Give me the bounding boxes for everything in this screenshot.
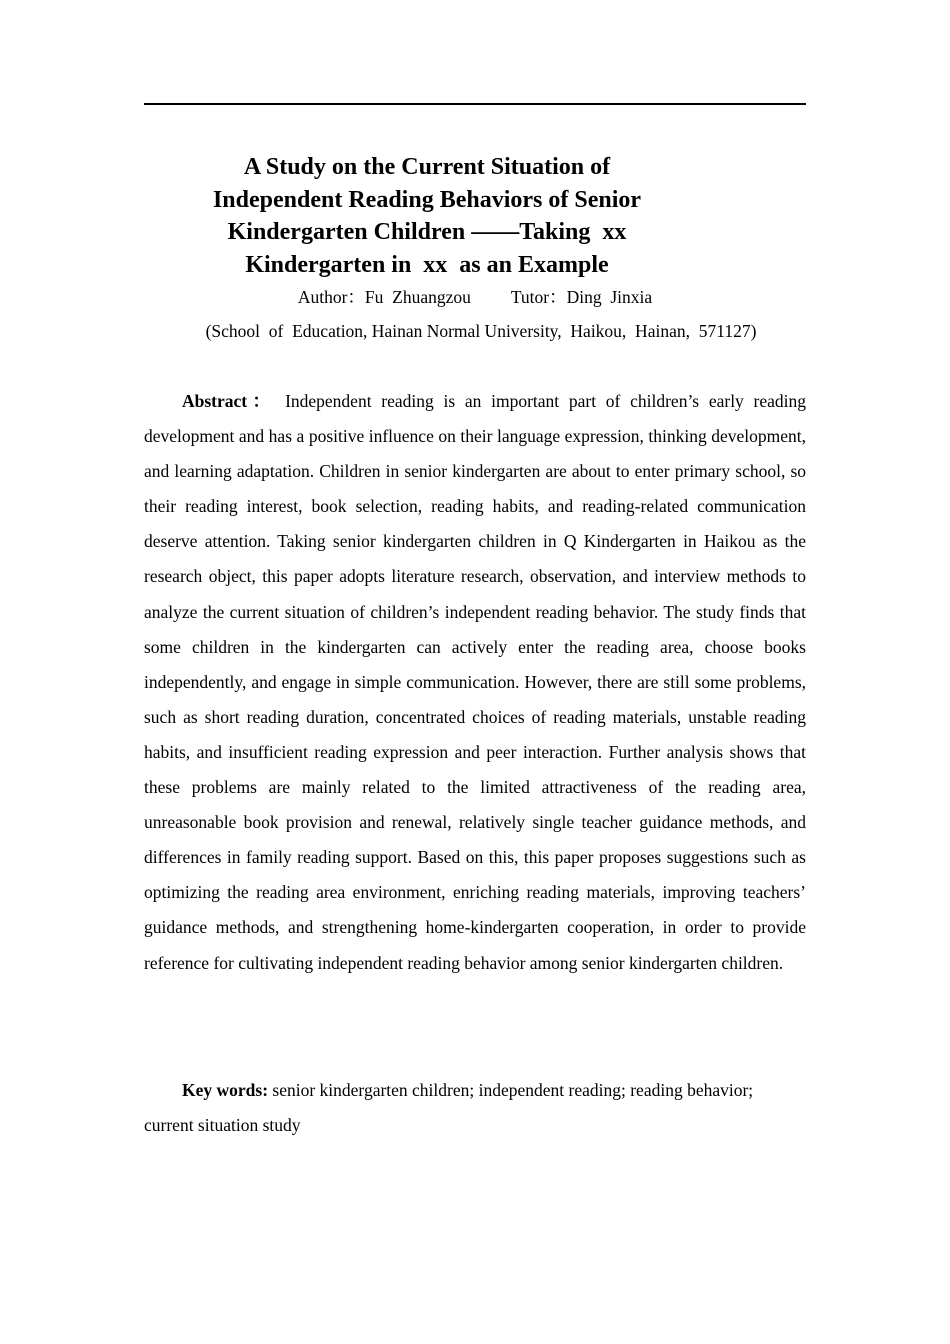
abstract-text: Independent reading is an important part of children’s early reading development and has a positive influence on their language expression, thinking development, and learning adaptation. Children in senior kindergarten are about to enter primary school, so their reading interest, book selection, reading habits, and reading-related communication deserve attention. Taking senior kindergarten children in Q Kindergarten in Haikou as the research object, this paper adopts literature research, observation, and interview methods to analyze the current situation of children’s independent reading behavior. The study finds that some children in the kindergarten can actively enter the reading area, choose books independently, and engage in simple communication. However, there are still some problems, such as short reading duration, concentrated choices of reading materials, unstable reading habits, and insufficient reading expression and peer interaction. Further analysis shows that these problems are mainly related to the limited attractiveness of the reading area, unreasonable book provision and renewal, relatively single teacher guidance methods, and differences in family reading support. Based on this, this paper proposes suggestions such as optimizing the reading area environment, enriching reading materials, improving teachers’ guidance methods, and strengthening home-kindergarten cooperation, in order to provide reference for cultivating independent reading behavior among senior kindergarten children.: [144, 391, 807, 973]
keywords-paragraph: [144, 1073, 764, 1143]
header-rule: [144, 103, 806, 105]
keywords-label: Key words:: [182, 1080, 269, 1100]
author-label: Author：: [297, 287, 365, 307]
paper-title: [144, 151, 710, 281]
tutor-label: Tutor：: [510, 287, 567, 307]
title-line: Kindergarten in xx as an Example: [245, 251, 609, 278]
keywords-text: senior kindergarten children; independent reading; reading behavior; current situation study: [144, 1080, 754, 1135]
abstract-paragraph: [144, 384, 806, 981]
tutor-name: Ding Jinxia: [566, 287, 653, 307]
abstract-label: Abstract：: [182, 391, 276, 411]
affiliation: (School of Education, Hainan Normal University, Haikou, Hainan, 571127): [205, 321, 757, 341]
title-line: Kindergarten Children ——Taking xx: [227, 219, 627, 245]
title-line: Independent Reading Behaviors of Senior: [212, 186, 642, 213]
byline: [144, 284, 806, 310]
title-line: A Study on the Current Situation of: [243, 154, 611, 180]
author-name: Fu Zhuangzou: [364, 287, 471, 307]
